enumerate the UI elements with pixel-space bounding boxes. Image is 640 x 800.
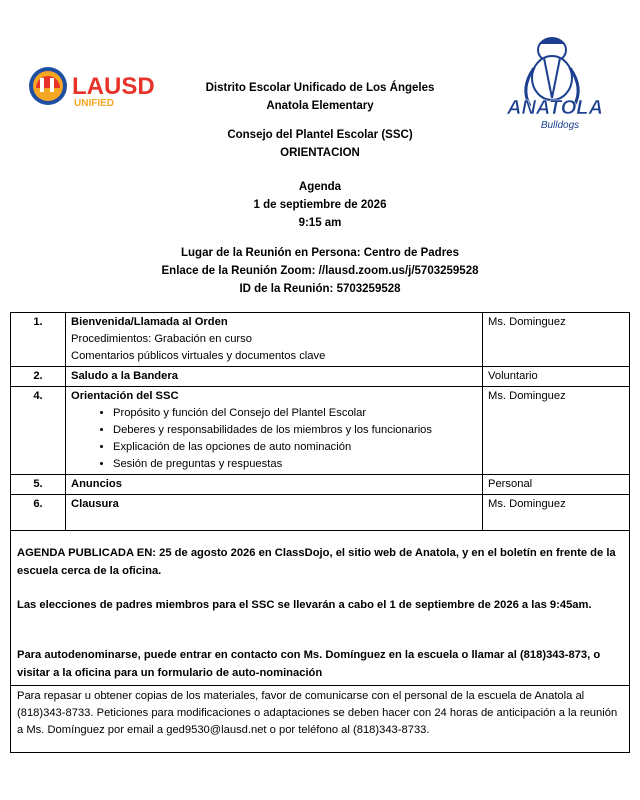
agenda-bullet-list [71, 405, 477, 473]
agenda-bullet: • Deberes y responsabilidades de los miembros y los funcionarios [113, 422, 477, 439]
agenda-item-presenter: Ms. Dominguez [483, 495, 630, 531]
agenda-row [11, 367, 630, 387]
meeting-type: ORIENTACION [280, 147, 360, 159]
header-district-block [170, 79, 470, 115]
agenda-item-number: 6. [11, 495, 66, 531]
agenda-item-title: Anuncios [71, 478, 122, 490]
anatola-bulldog-logo [500, 28, 610, 138]
self-nomination-note: Para autodenominarse, puede entrar en contacto con Ms. Domínguez en la escuela o llamar al (818)343-873, o visitar a la oficina para un formulario de auto-nominación [17, 649, 601, 679]
agenda-bullet: • Propósito y función del Consejo del Plantel Escolar [113, 405, 477, 422]
agenda-row [11, 475, 630, 495]
meeting-date: 1 de septiembre de 2026 [253, 199, 387, 211]
lausd-logo-text: LAUSD [72, 73, 155, 100]
agenda-item-presenter: Personal [483, 475, 630, 495]
agenda-item-title: Clausura [71, 498, 119, 510]
meeting-time: 9:15 am [298, 217, 342, 229]
materials-request-box [10, 685, 630, 753]
agenda-item-content [66, 387, 483, 475]
header-location-block [100, 244, 540, 298]
zoom-link[interactable]: Enlace de la Reunión Zoom: //lausd.zoom.us/j/5703259528 [161, 265, 479, 277]
agenda-item-title: Orientación del SSC [71, 390, 179, 402]
agenda-item-title: Bienvenida/Llamada al Orden [71, 316, 228, 328]
agenda-posted-note: AGENDA PUBLICADA EN: 25 de agosto 2026 en ClassDojo, el sitio web de Anatola, y en el boletín en frente de la escuela cerca de la oficina. [17, 547, 616, 577]
notes-section [10, 528, 630, 686]
agenda-bullet: • Sesión de preguntas y respuestas [113, 456, 477, 473]
lausd-logo-subtext: UNIFIED [74, 98, 114, 108]
council-name: Consejo del Plantel Escolar (SSC) [227, 129, 413, 141]
district-name: Distrito Escolar Unificado de Los Ángeles [205, 82, 435, 94]
agenda-label: Agenda [298, 181, 342, 193]
agenda-item-content [66, 475, 483, 495]
header-agenda-block [170, 178, 470, 232]
agenda-item-title: Saludo a la Bandera [71, 370, 178, 382]
agenda-table [10, 312, 630, 531]
school-name: Anatola Elementary [266, 100, 374, 112]
agenda-item-line: Procedimientos: Grabación en curso [71, 333, 252, 345]
anatola-logo-subtext: Bulldogs [540, 120, 580, 131]
agenda-item-number: 1. [11, 313, 66, 367]
materials-request-text: Para repasar u obtener copias de los materiales, favor de comunicarse con el personal de la escuela de Anatola al (818)343-8733. Peticiones para modificaciones o adaptaciones se deben hacer con 24 horas de anticipación a la reunión a Ms. Domínguez por email a ged9530@lausd.net o por teléfono al (818)343-8733. [17, 690, 618, 736]
agenda-item-content [66, 495, 483, 531]
agenda-row [11, 313, 630, 367]
anatola-logo-text: ANATOLA [507, 97, 603, 119]
agenda-item-presenter: Ms. Dominguez [483, 387, 630, 475]
meeting-id: ID de la Reunión: 5703259528 [239, 283, 401, 295]
agenda-bullet: • Explicación de las opciones de auto nominación [113, 439, 477, 456]
agenda-item-content [66, 313, 483, 367]
meeting-location: Lugar de la Reunión en Persona: Centro de Padres [181, 247, 459, 259]
elections-note: Las elecciones de padres miembros para el SSC se llevarán a cabo el 1 de septiembre de 2026 a las 9:45am. [17, 599, 592, 611]
header-council-block [170, 126, 470, 162]
agenda-row [11, 495, 630, 531]
agenda-item-presenter: Voluntario [483, 367, 630, 387]
agenda-item-line: Comentarios públicos virtuales y documentos clave [71, 350, 326, 362]
agenda-item-number: 4. [11, 387, 66, 475]
agenda-item-number: 2. [11, 367, 66, 387]
agenda-item-presenter: Ms. Dominguez [483, 313, 630, 367]
agenda-item-content [66, 367, 483, 387]
agenda-item-number: 5. [11, 475, 66, 495]
lausd-logo [28, 64, 178, 108]
agenda-row [11, 387, 630, 475]
